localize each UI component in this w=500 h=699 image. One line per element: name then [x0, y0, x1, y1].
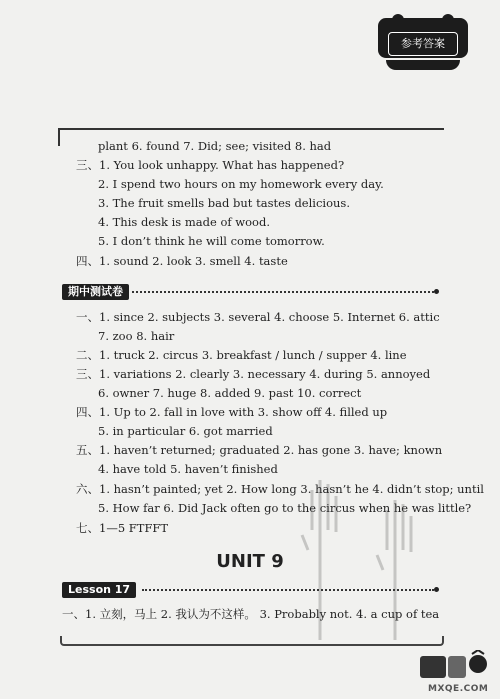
answer-line: 4. This desk is made of wood. — [98, 215, 270, 229]
frame-hook — [58, 128, 68, 146]
answer-line: 二、1. truck 2. circus 3. breakfast / lunch / supper 4. line — [76, 348, 407, 362]
badge-stand — [386, 60, 460, 70]
badge-label: 参考答案 — [388, 32, 458, 56]
answer-line: 2. I spend two hours on my homework every day. — [98, 177, 384, 191]
section-title-midterm: 期中测试卷 — [62, 284, 129, 300]
answer-line: 5. How far 6. Did Jack often go to the circus when he was little? — [98, 501, 472, 515]
answer-key-badge — [378, 14, 470, 70]
badge-screen — [378, 18, 468, 58]
answer-line: 6. owner 7. huge 8. added 9. past 10. correct — [98, 386, 362, 400]
answer-line: 5. in particular 6. got married — [98, 424, 273, 438]
answer-line: 四、1. Up to 2. fall in love with 3. show off 4. filled up — [76, 405, 388, 419]
answer-line: 四、1. sound 2. look 3. smell 4. taste — [76, 254, 288, 268]
answer-line: 一、1. 立刻，马上 2. 我认为不这样。 3. Probably not. 4. a cup of tea — [62, 607, 440, 621]
answer-line: 七、1—5 FTFFT — [76, 521, 169, 535]
answer-line: 5. I don’t think he will come tomorrow. — [98, 234, 325, 248]
section-divider — [132, 291, 434, 293]
section-title-lesson: Lesson 17 — [62, 582, 136, 598]
frame-bottom — [60, 636, 444, 646]
answer-line: plant 6. found 7. Did; see; visited 8. had — [98, 139, 332, 153]
frame-top-line — [58, 128, 444, 130]
answer-line: 3. The fruit smells bad but tastes delicious. — [98, 196, 350, 210]
divider-end-dot — [434, 289, 439, 294]
answer-line: 五、1. haven’t returned; graduated 2. has gone 3. have; known — [76, 443, 443, 457]
answer-line: 7. zoo 8. hair — [98, 329, 175, 343]
site-watermark: MXQE.COM — [428, 684, 489, 694]
answer-line: 六、1. hasn’t painted; yet 2. How long 3. hasn’t he 4. didn’t stop; until — [76, 482, 484, 496]
section-divider — [142, 589, 434, 591]
answer-line: 三、1. You look unhappy. What has happened? — [76, 158, 345, 172]
answer-line: 一、1. since 2. subjects 3. several 4. choose 5. Internet 6. attic — [76, 310, 440, 324]
answer-line: 4. have told 5. haven’t finished — [98, 462, 278, 476]
divider-end-dot — [434, 587, 439, 592]
unit-title: UNIT 9 — [216, 551, 284, 572]
answer-line: 三、1. variations 2. clearly 3. necessary 4. during 5. annoyed — [76, 367, 431, 381]
